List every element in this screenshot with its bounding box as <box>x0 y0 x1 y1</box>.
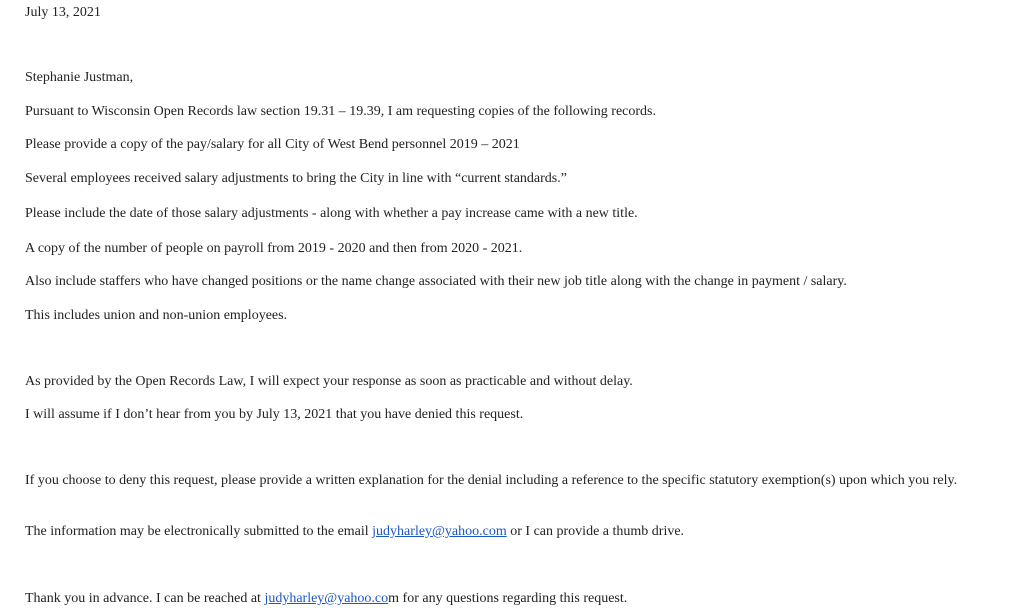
paragraph-payroll-count: A copy of the number of people on payroll from 2019 - 2020 and then from 2020 - 2021. <box>25 241 523 256</box>
thanks-text-after: m for any questions regarding this request. <box>388 591 628 606</box>
paragraph-adjustment-dates: Please include the date of those salary adjustments - along with whether a pay increase came with a new title. <box>25 206 638 221</box>
email-link[interactable]: judyharley@yahoo.com <box>372 524 507 539</box>
paragraph-open-records-law: As provided by the Open Records Law, I will expect your response as soon as practicable and without delay. <box>25 374 633 389</box>
email-link-footer[interactable]: judyharley@yahoo.co <box>264 591 389 606</box>
submission-text-before: The information may be electronically submitted to the email <box>25 524 373 539</box>
submission-text-after: or I can provide a thumb drive. <box>506 524 685 539</box>
paragraph-position-changes: Also include staffers who have changed positions or the name change associated with their new job title along with the change in payment / salary. <box>25 274 847 289</box>
salutation: Stephanie Justman, <box>25 70 134 85</box>
letter-date: July 13, 2021 <box>25 5 101 20</box>
paragraph-salary-request: Please provide a copy of the pay/salary for all City of West Bend personnel 2019 – 2021 <box>25 137 520 152</box>
paragraph-submission <box>25 523 684 540</box>
paragraph-union: This includes union and non-union employees. <box>25 308 288 323</box>
paragraph-thanks <box>25 590 627 607</box>
thanks-text-before: Thank you in advance. I can be reached at <box>25 591 265 606</box>
paragraph-statute: Pursuant to Wisconsin Open Records law section 19.31 – 19.39, I am requesting copies of the following records. <box>25 104 657 119</box>
paragraph-deadline: I will assume if I don’t hear from you by July 13, 2021 that you have denied this request. <box>25 407 524 422</box>
paragraph-denial: If you choose to deny this request, please provide a written explanation for the denial including a reference to the specific statutory exemption(s) upon which you rely. <box>25 473 958 488</box>
paragraph-adjustments: Several employees received salary adjustments to bring the City in line with “current standards.” <box>25 171 567 186</box>
